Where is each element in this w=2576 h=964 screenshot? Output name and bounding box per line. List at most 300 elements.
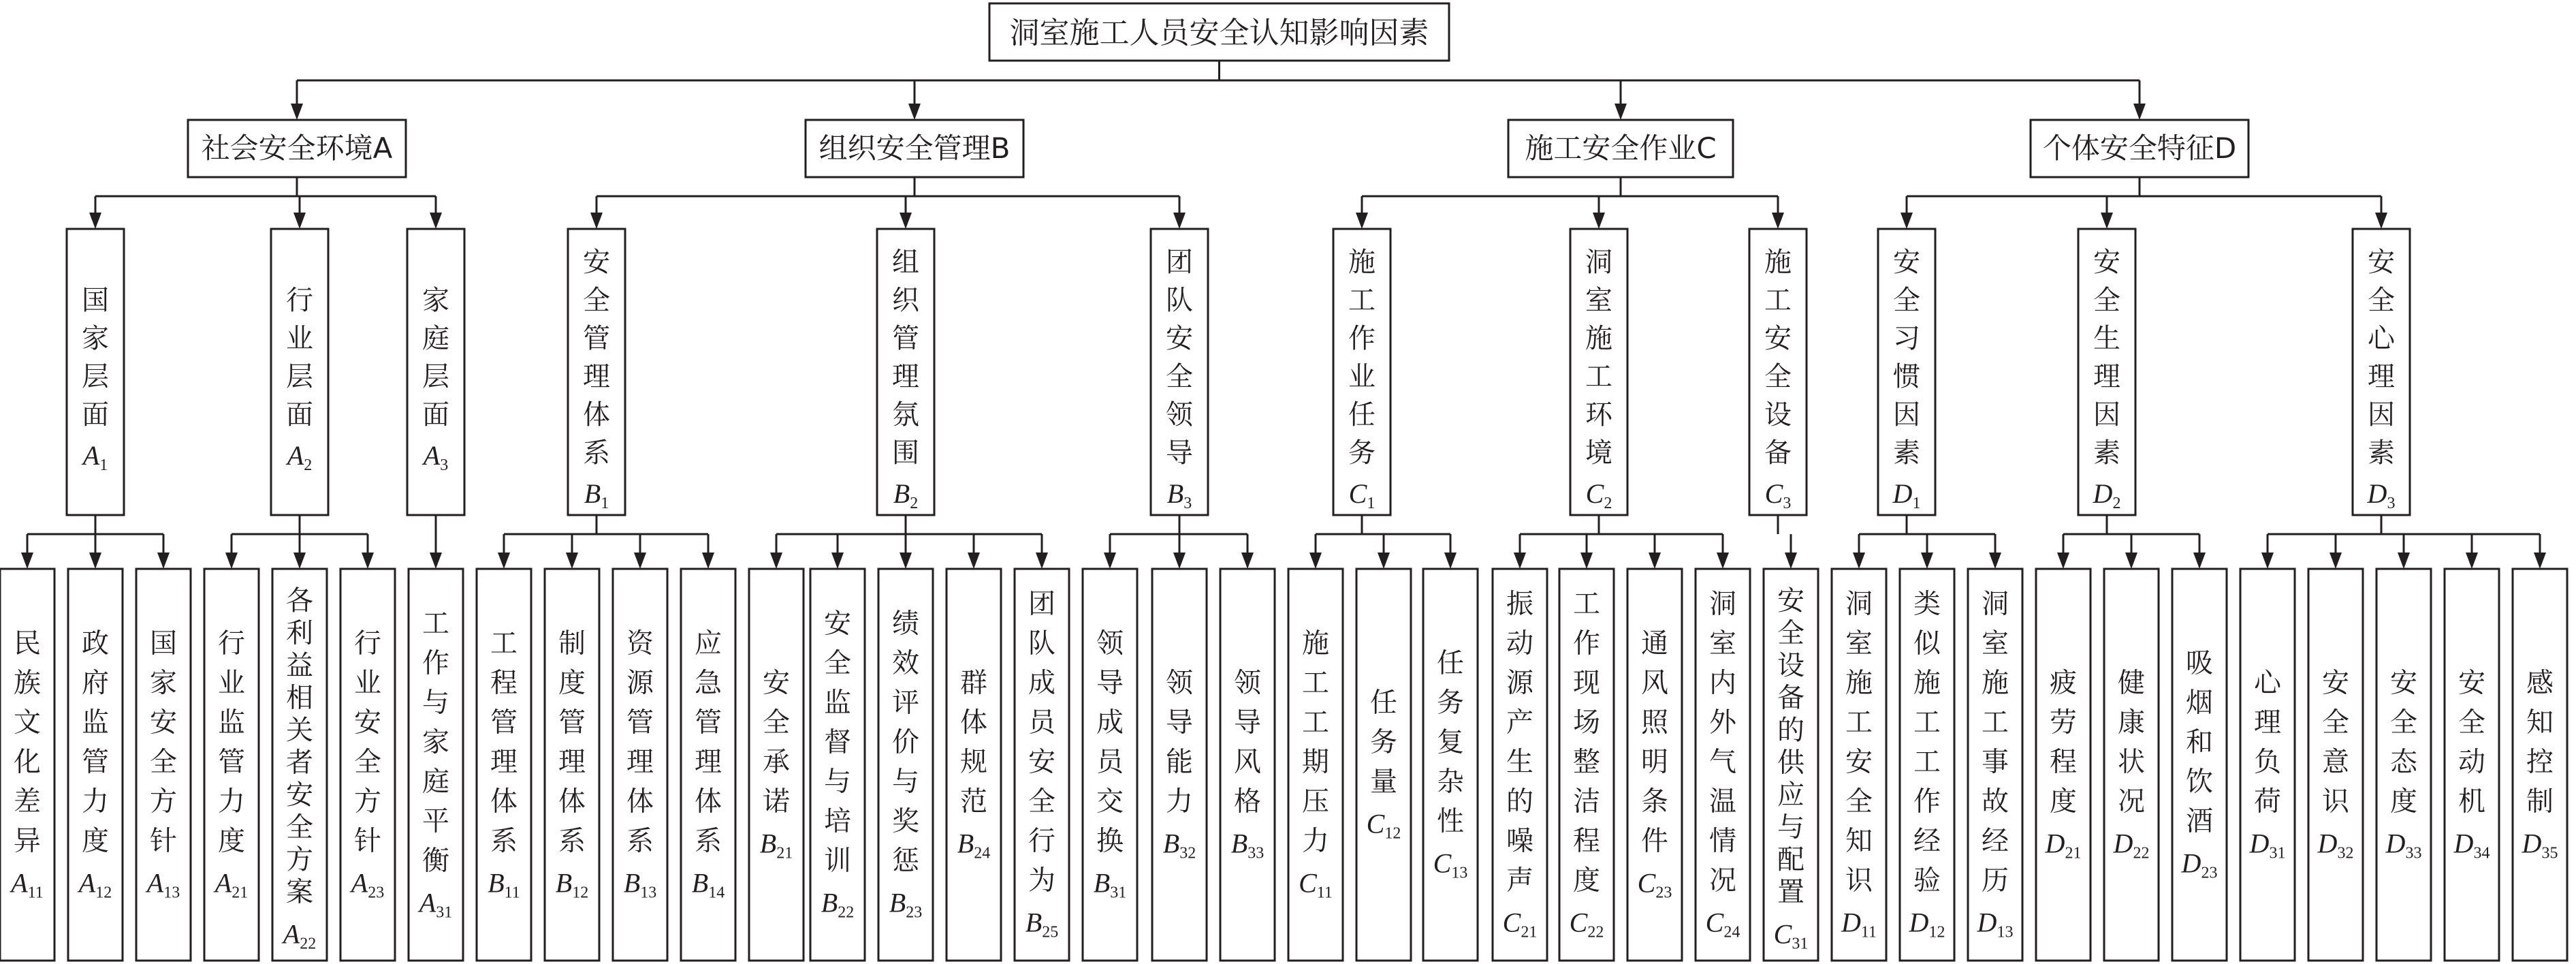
arrowhead-icon (1173, 553, 1186, 569)
svg-text:识: 识 (1845, 865, 1873, 897)
subfactor-node (1151, 229, 1208, 515)
leaf-symbol: $D_{31}$ (2249, 828, 2286, 862)
subfactor-symbol: $B_2$ (893, 478, 919, 512)
svg-text:动: 动 (2458, 746, 2485, 778)
svg-text:配: 配 (1777, 844, 1804, 875)
leaf-label (1370, 687, 1397, 798)
svg-text:层: 层 (82, 361, 109, 392)
svg-text:全: 全 (1777, 617, 1804, 649)
svg-text:生: 生 (2093, 323, 2120, 354)
svg-text:整: 整 (1573, 746, 1600, 778)
leaf-symbol: $B_{22}$ (821, 887, 855, 922)
leaf-symbol: $C_{23}$ (1637, 867, 1672, 902)
subfactor-node (407, 229, 464, 515)
arrowhead-icon (2133, 104, 2146, 120)
svg-text:意: 意 (2322, 746, 2349, 778)
leaf-symbol: $C_{12}$ (1366, 808, 1401, 843)
svg-text:施: 施 (1302, 627, 1329, 659)
svg-text:力: 力 (218, 786, 245, 818)
subfactor-node (2078, 229, 2135, 515)
svg-text:安: 安 (1893, 247, 1920, 278)
svg-text:行: 行 (218, 627, 245, 659)
svg-text:心: 心 (2368, 323, 2395, 354)
leaf-node (545, 569, 599, 961)
arrowhead-icon (293, 553, 306, 569)
svg-text:针: 针 (150, 825, 177, 857)
arrowhead-icon (770, 553, 782, 569)
leaf-node (2445, 569, 2499, 961)
leaf-node (2513, 569, 2567, 961)
subfactor-symbol: $A_2$ (287, 440, 313, 474)
leaf-node (1288, 569, 1343, 961)
svg-text:力: 力 (1166, 786, 1193, 818)
svg-text:面: 面 (286, 399, 313, 431)
svg-text:员: 员 (1096, 746, 1124, 778)
svg-text:全: 全 (2093, 285, 2120, 316)
svg-text:历: 历 (1982, 865, 2009, 897)
svg-text:程: 程 (2050, 746, 2077, 778)
svg-text:务: 务 (1348, 437, 1376, 469)
svg-text:风: 风 (1234, 746, 1261, 778)
svg-text:外: 外 (1709, 706, 1736, 738)
leaf-node (2172, 569, 2227, 961)
leaf-node (1764, 569, 1818, 961)
svg-text:安: 安 (2093, 247, 2120, 278)
svg-text:感: 感 (2526, 667, 2554, 699)
subfactor-symbol: $A_3$ (423, 440, 449, 474)
leaf-symbol: $B_{21}$ (759, 828, 793, 862)
svg-text:全: 全 (1893, 285, 1920, 316)
arrowhead-icon (1241, 553, 1254, 569)
svg-text:故: 故 (1982, 786, 2009, 818)
leaf-node (204, 569, 259, 961)
svg-text:领: 领 (1234, 667, 1261, 699)
svg-text:应: 应 (1777, 779, 1804, 811)
arrowhead-icon (968, 553, 980, 569)
subfactor-node (271, 229, 328, 515)
svg-text:组: 组 (892, 247, 919, 278)
svg-text:培: 培 (824, 805, 851, 837)
leaf-node (947, 569, 1001, 961)
svg-text:务: 务 (1437, 687, 1464, 719)
svg-text:识: 识 (2322, 786, 2349, 818)
svg-text:因: 因 (2368, 399, 2395, 431)
arrowhead-icon (1901, 213, 1913, 229)
category-label: 施工安全作业C (1525, 131, 1717, 165)
leaf-node (272, 569, 327, 961)
leaf-node (1968, 569, 2022, 961)
svg-text:工: 工 (1302, 706, 1329, 738)
svg-text:任: 任 (1370, 687, 1397, 719)
svg-text:康: 康 (2118, 706, 2145, 738)
leaf-node (0, 569, 54, 961)
svg-text:工: 工 (1573, 588, 1600, 620)
leaf-symbol: $A_{22}$ (283, 918, 317, 953)
leaf-symbol: $D_{23}$ (2181, 848, 2218, 882)
category-node (1508, 120, 1733, 177)
arrowhead-icon (2057, 553, 2069, 569)
svg-text:作: 作 (422, 647, 449, 679)
svg-text:施: 施 (1845, 667, 1873, 699)
svg-text:益: 益 (286, 650, 313, 681)
svg-text:层: 层 (422, 361, 449, 392)
svg-text:量: 量 (1370, 766, 1397, 798)
leaf-node (749, 569, 804, 961)
subfactor-node (67, 229, 124, 515)
svg-text:安: 安 (583, 247, 610, 278)
svg-text:动: 动 (1506, 627, 1533, 659)
svg-text:工: 工 (1913, 706, 1941, 738)
svg-text:队: 队 (1166, 285, 1193, 316)
svg-text:庭: 庭 (422, 323, 449, 354)
svg-text:管: 管 (82, 746, 109, 778)
leaf-symbol: $D_{12}$ (1909, 907, 1945, 942)
svg-text:惯: 惯 (1893, 361, 1920, 392)
svg-text:群: 群 (960, 667, 987, 699)
svg-text:理: 理 (2093, 361, 2120, 392)
arrowhead-icon (1378, 553, 1390, 569)
svg-text:度: 度 (218, 825, 245, 857)
svg-text:压: 压 (1302, 786, 1329, 818)
arrowhead-icon (1580, 553, 1593, 569)
svg-text:作: 作 (1573, 627, 1600, 659)
svg-text:诺: 诺 (763, 786, 790, 818)
arrowhead-icon (2193, 553, 2206, 569)
leaf-symbol: $D_{33}$ (2385, 828, 2422, 862)
leaf-label (422, 608, 449, 877)
svg-text:范: 范 (960, 786, 987, 818)
svg-text:安: 安 (2368, 247, 2395, 278)
svg-text:复: 复 (1437, 726, 1464, 758)
svg-text:管: 管 (892, 323, 919, 354)
arrowhead-icon (1921, 553, 1933, 569)
svg-text:状: 状 (2118, 746, 2145, 778)
svg-text:吸: 吸 (2186, 647, 2213, 679)
svg-text:国: 国 (82, 285, 109, 316)
svg-text:烟: 烟 (2186, 687, 2213, 719)
svg-text:差: 差 (14, 786, 41, 818)
svg-text:施: 施 (1913, 667, 1941, 699)
svg-text:国: 国 (150, 627, 177, 659)
svg-text:氛: 氛 (892, 399, 919, 431)
leaf-node (878, 569, 933, 961)
arrowhead-icon (1785, 553, 1797, 569)
svg-text:规: 规 (960, 746, 987, 778)
svg-text:度: 度 (1573, 865, 1600, 897)
svg-text:导: 导 (1166, 437, 1193, 469)
svg-text:程: 程 (1573, 825, 1600, 857)
category-node (806, 120, 1023, 177)
leaf-node (68, 569, 123, 961)
arrowhead-icon (590, 213, 603, 229)
svg-text:平: 平 (422, 805, 449, 837)
svg-text:围: 围 (892, 437, 919, 469)
svg-text:知: 知 (2526, 706, 2554, 738)
svg-text:健: 健 (2118, 667, 2145, 699)
subfactor-node (568, 229, 625, 515)
svg-text:的: 的 (1506, 786, 1533, 818)
svg-text:政: 政 (82, 627, 109, 659)
svg-text:家: 家 (422, 285, 449, 316)
svg-text:体: 体 (960, 706, 987, 738)
arrowhead-icon (908, 104, 921, 120)
svg-text:因: 因 (2093, 399, 2120, 431)
arrowhead-icon (362, 553, 374, 569)
svg-text:全: 全 (1845, 786, 1873, 818)
svg-text:系: 系 (583, 437, 610, 469)
arrowhead-icon (430, 213, 442, 229)
leaf-symbol: $B_{13}$ (623, 867, 657, 902)
leaf-symbol: $A_{31}$ (419, 887, 453, 922)
svg-text:任: 任 (1437, 647, 1464, 679)
svg-text:素: 素 (1893, 437, 1920, 469)
svg-text:声: 声 (1506, 865, 1533, 897)
category-label: 组织安全管理B (818, 131, 1011, 165)
leaf-node (613, 569, 667, 961)
svg-text:经: 经 (1982, 825, 2009, 857)
arrowhead-icon (498, 553, 510, 569)
svg-text:理: 理 (892, 361, 919, 392)
svg-text:室: 室 (1709, 627, 1736, 659)
svg-text:工: 工 (1585, 361, 1612, 392)
arrowhead-icon (291, 104, 303, 120)
svg-text:和: 和 (2186, 726, 2213, 758)
svg-text:业: 业 (286, 323, 313, 354)
leaf-node (2376, 569, 2431, 961)
svg-text:队: 队 (1028, 627, 1055, 659)
leaf-node (1152, 569, 1207, 961)
svg-text:产: 产 (1506, 706, 1533, 738)
leaf-symbol: $D_{32}$ (2317, 828, 2354, 862)
svg-text:织: 织 (892, 285, 919, 316)
leaf-label (824, 608, 851, 877)
arrowhead-icon (225, 553, 238, 569)
svg-text:明: 明 (1641, 746, 1668, 778)
svg-text:验: 验 (1913, 865, 1941, 897)
svg-text:资: 资 (626, 627, 654, 659)
svg-text:异: 异 (14, 825, 41, 857)
svg-text:管: 管 (583, 323, 610, 354)
svg-text:家: 家 (422, 726, 449, 758)
svg-text:领: 领 (1166, 399, 1193, 431)
leaf-node (340, 569, 395, 961)
category-label: 个体安全特征D (2042, 131, 2237, 165)
subfactor-node (1878, 229, 1935, 515)
svg-text:振: 振 (1506, 588, 1533, 620)
svg-text:方: 方 (150, 786, 177, 818)
svg-text:训: 训 (824, 845, 851, 877)
leaf-node (681, 569, 735, 961)
svg-text:期: 期 (1302, 746, 1329, 778)
svg-text:安: 安 (2390, 667, 2417, 699)
leaf-node (1493, 569, 1547, 961)
leaf-symbol: $C_{11}$ (1299, 867, 1333, 902)
svg-text:机: 机 (2458, 786, 2485, 818)
leaf-symbol: $B_{31}$ (1093, 867, 1127, 902)
svg-text:洁: 洁 (1573, 786, 1600, 818)
svg-text:设: 设 (1764, 399, 1792, 431)
subfactor-symbol: $D_1$ (1892, 478, 1921, 512)
svg-text:系: 系 (626, 825, 654, 857)
arrowhead-icon (1444, 553, 1457, 569)
svg-text:况: 况 (2118, 786, 2145, 818)
arrowhead-icon (293, 213, 306, 229)
leaf-node (810, 569, 865, 961)
arrowhead-icon (900, 213, 912, 229)
svg-text:团: 团 (1028, 588, 1055, 620)
arrowhead-icon (1593, 213, 1605, 229)
svg-text:与: 与 (824, 766, 851, 798)
leaf-symbol: $D_{21}$ (2045, 828, 2082, 862)
leaf-node (2308, 569, 2363, 961)
svg-text:层: 层 (286, 361, 313, 392)
leaf-node (477, 569, 531, 961)
svg-text:管: 管 (490, 706, 518, 738)
svg-text:业: 业 (354, 667, 381, 699)
svg-text:工: 工 (1845, 706, 1873, 738)
svg-text:工: 工 (1913, 746, 1941, 778)
svg-text:因: 因 (1893, 399, 1920, 431)
svg-text:度: 度 (2050, 786, 2077, 818)
svg-text:行: 行 (354, 627, 381, 659)
svg-text:作: 作 (1348, 323, 1376, 354)
svg-text:杂: 杂 (1437, 766, 1464, 798)
svg-text:工: 工 (422, 608, 449, 640)
arrowhead-icon (2466, 553, 2478, 569)
leaf-symbol: $C_{13}$ (1433, 848, 1468, 882)
svg-text:府: 府 (82, 667, 109, 699)
svg-text:知: 知 (1845, 825, 1873, 857)
svg-text:面: 面 (82, 399, 109, 431)
svg-text:备: 备 (1764, 437, 1792, 469)
svg-text:体: 体 (558, 786, 586, 818)
svg-text:理: 理 (583, 361, 610, 392)
subfactor-node (2353, 229, 2410, 515)
svg-text:员: 员 (1028, 706, 1055, 738)
arrowhead-icon (1309, 553, 1322, 569)
subfactor-symbol: $B_3$ (1166, 478, 1192, 512)
svg-text:态: 态 (2390, 746, 2417, 778)
svg-text:与: 与 (1777, 811, 1804, 843)
leaf-node (1015, 569, 1069, 961)
svg-text:环: 环 (1585, 399, 1612, 431)
svg-text:管: 管 (626, 706, 654, 738)
svg-text:的: 的 (1777, 715, 1804, 746)
svg-text:温: 温 (1709, 786, 1736, 818)
category-node (2031, 120, 2248, 177)
leaf-symbol: $A_{23}$ (351, 867, 385, 902)
arrowhead-icon (157, 553, 170, 569)
leaf-node (1696, 569, 1750, 961)
svg-text:体: 体 (490, 786, 518, 818)
root-title: 洞室施工人员安全认知影响因素 (1009, 16, 1429, 50)
svg-text:体: 体 (695, 786, 722, 818)
svg-text:族: 族 (14, 667, 41, 699)
svg-text:洞: 洞 (1845, 588, 1873, 620)
svg-text:业: 业 (1348, 361, 1376, 392)
svg-text:施: 施 (1764, 247, 1792, 278)
leaf-symbol: $B_{24}$ (957, 828, 991, 862)
svg-text:习: 习 (1893, 323, 1920, 354)
arrowhead-icon (2261, 553, 2274, 569)
svg-text:度: 度 (82, 825, 109, 857)
leaf-symbol: $D_{34}$ (2453, 828, 2490, 862)
leaf-node (1900, 569, 1954, 961)
svg-text:安: 安 (763, 667, 790, 699)
svg-text:业: 业 (218, 667, 245, 699)
svg-text:系: 系 (558, 825, 586, 857)
leaf-symbol: $B_{23}$ (889, 887, 923, 922)
svg-text:体: 体 (626, 786, 654, 818)
svg-text:能: 能 (1166, 746, 1193, 778)
svg-text:全: 全 (150, 746, 177, 778)
leaf-node (1083, 569, 1137, 961)
svg-text:力: 力 (82, 786, 109, 818)
subfactor-symbol: $C_2$ (1585, 478, 1612, 512)
svg-text:全: 全 (1028, 786, 1055, 818)
svg-text:领: 领 (1096, 627, 1124, 659)
svg-text:全: 全 (763, 706, 790, 738)
category-node (188, 120, 406, 177)
svg-text:室: 室 (1585, 285, 1612, 316)
svg-text:安: 安 (1764, 323, 1792, 354)
leaf-symbol: $A_{21}$ (214, 867, 249, 902)
svg-text:风: 风 (1641, 667, 1668, 699)
svg-text:负: 负 (2254, 746, 2281, 778)
svg-text:理: 理 (2254, 706, 2281, 738)
leaf-label (2186, 648, 2213, 837)
svg-text:监: 监 (82, 706, 109, 738)
svg-text:源: 源 (1506, 667, 1533, 699)
svg-text:任: 任 (1348, 399, 1376, 431)
svg-text:制: 制 (2526, 786, 2554, 818)
svg-text:似: 似 (1913, 627, 1941, 659)
svg-text:体: 体 (583, 399, 610, 431)
svg-text:噪: 噪 (1506, 825, 1533, 857)
svg-text:制: 制 (558, 627, 586, 659)
arrowhead-icon (831, 553, 844, 569)
svg-text:疲: 疲 (2050, 667, 2077, 699)
svg-text:民: 民 (14, 627, 41, 659)
svg-text:工: 工 (1982, 706, 2009, 738)
svg-text:施: 施 (1585, 323, 1612, 354)
svg-text:方: 方 (286, 844, 313, 875)
svg-text:系: 系 (490, 825, 518, 857)
svg-text:洞: 洞 (1709, 588, 1736, 620)
svg-text:理: 理 (490, 746, 518, 778)
svg-text:家: 家 (82, 323, 109, 354)
svg-text:绩: 绩 (892, 608, 919, 640)
svg-text:安: 安 (1166, 323, 1193, 354)
svg-text:换: 换 (1096, 825, 1124, 857)
svg-text:心: 心 (2254, 667, 2281, 699)
arrowhead-icon (2329, 553, 2342, 569)
svg-text:洞: 洞 (1585, 247, 1612, 278)
svg-text:荷: 荷 (2254, 786, 2281, 818)
svg-text:系: 系 (695, 825, 722, 857)
subfactor-node (1570, 229, 1627, 515)
svg-text:行: 行 (286, 285, 313, 316)
svg-text:理: 理 (626, 746, 654, 778)
category-label: 社会安全环境A (201, 131, 393, 165)
svg-text:安: 安 (2458, 667, 2485, 699)
svg-text:与: 与 (422, 687, 449, 719)
subfactor-symbol: $C_1$ (1348, 478, 1376, 512)
leaf-symbol: $B_{25}$ (1025, 907, 1059, 942)
leaf-label (286, 585, 313, 908)
svg-text:理: 理 (558, 746, 586, 778)
leaf-symbol: $B_{12}$ (555, 867, 589, 902)
